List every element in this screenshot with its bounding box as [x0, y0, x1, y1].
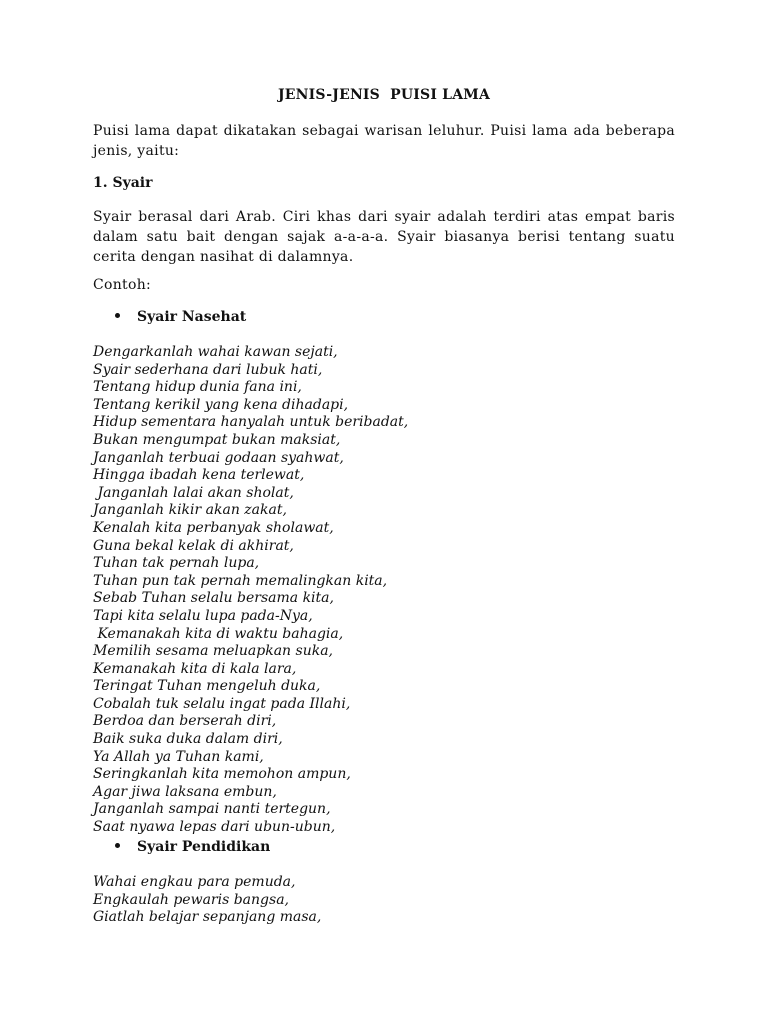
poem-line: Ya Allah ya Tuhan kami, [93, 748, 264, 765]
example-heading-label: Syair Nasehat [137, 309, 247, 325]
poem-line: Kenalah kita perbanyak sholawat, [93, 519, 334, 536]
example-heading-syair-nasehat [115, 309, 246, 325]
poem-syair-nasehat [93, 344, 408, 837]
poem-line: Janganlah terbuai godaan syahwat, [93, 449, 344, 466]
poem-line: Teringat Tuhan mengeluh duka, [93, 678, 321, 695]
poem-line: Tuhan tak pernah lupa, [93, 555, 260, 572]
poem-line: Baik suka duka dalam diri, [93, 731, 283, 748]
poem-line: Kemanakah kita di waktu bahagia, [93, 625, 344, 642]
poem-line: Hidup sementara hanyalah untuk beribadat, [93, 414, 409, 431]
bullet-icon [115, 313, 120, 318]
poem-line: Sebab Tuhan selalu bersama kita, [93, 590, 334, 607]
poem-line: Berdoa dan berserah diri, [93, 713, 277, 730]
bullet-icon [115, 843, 120, 848]
intro-paragraph: Puisi lama dapat dikatakan sebagai warisan leluhur. Puisi lama ada beberapa jenis, yaitu: [93, 123, 675, 159]
poem-line: Agar jiwa laksana embun, [93, 783, 277, 800]
poem-line: Giatlah belajar sepanjang masa, [93, 909, 322, 926]
poem-line: Engkaulah pewaris bangsa, [93, 891, 289, 908]
poem-line: Wahai engkau para pemuda, [93, 874, 296, 890]
poem-line: Tuhan pun tak pernah memalingkan kita, [93, 572, 388, 589]
poem-line: Syair sederhana dari lubuk hati, [93, 361, 323, 378]
example-heading-syair-pendidikan [115, 839, 270, 855]
poem-line: Janganlah kikir akan zakat, [93, 502, 287, 519]
poem-line: Guna bekal kelak di akhirat, [93, 537, 294, 554]
document-title: JENIS-JENIS PUISI LAMA [277, 87, 491, 103]
poem-line: Dengarkanlah wahai kawan sejati, [93, 344, 338, 360]
poem-line: Tapi kita selalu lupa pada-Nya, [93, 607, 313, 624]
example-heading-label: Syair Pendidikan [137, 839, 271, 855]
poem-line: Janganlah lalai akan sholat, [93, 484, 294, 501]
poem-line: Memilih sesama meluapkan suka, [93, 643, 334, 660]
contoh-label: Contoh: [93, 277, 152, 293]
poem-line: Seringkanlah kita memohon ampun, [93, 766, 351, 783]
poem-syair-pendidikan [93, 874, 321, 927]
poem-line: Cobalah tuk selalu ingat pada Illahi, [93, 695, 351, 712]
poem-line: Bukan mengumpat bukan maksiat, [93, 431, 341, 448]
syair-definition-paragraph: Syair berasal dari Arab. Ciri khas dari syair adalah terdiri atas empat baris dalam satu bait dengan sajak a-a-a-a. Syair biasanya berisi tentang suatu cerita dengan nasihat di dalamnya. [93, 209, 675, 265]
poem-line: Tentang hidup dunia fana ini, [93, 379, 302, 396]
poem-line: Kemanakah kita di kala lara, [93, 660, 297, 677]
poem-line: Hingga ibadah kena terlewat, [93, 467, 305, 484]
poem-line: Tentang kerikil yang kena dihadapi, [93, 396, 349, 413]
poem-line: Janganlah sampai nanti tertegun, [93, 801, 331, 818]
section-heading-syair: 1. Syair [93, 175, 153, 191]
poem-line: Saat nyawa lepas dari ubun-ubun, [93, 819, 336, 836]
